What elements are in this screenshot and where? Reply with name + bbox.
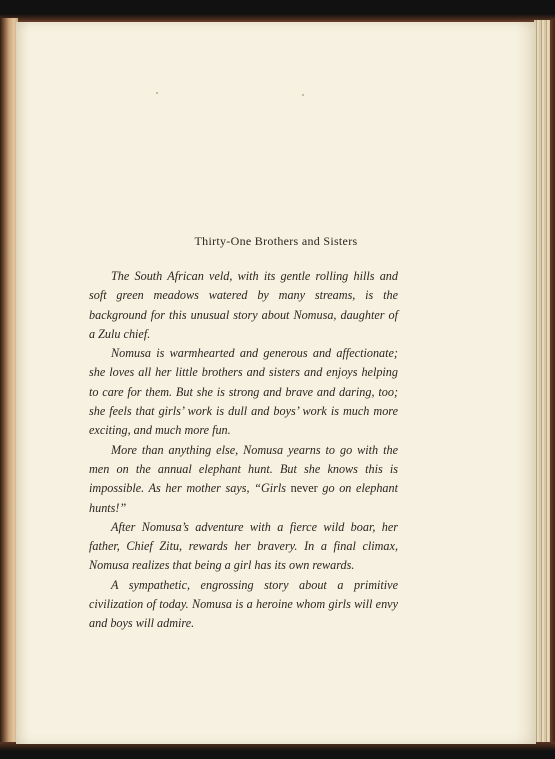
- book-page: [16, 22, 536, 744]
- paragraph-5: A sympathetic, engrossing story about a primitive civilization of today. Nomusa is a heroine whom girls will envy and boys will admire.: [89, 577, 398, 631]
- bottom-book-edge: [0, 742, 555, 759]
- paragraph-2: Nomusa is warmhearted and generous and affectionate; she loves all her little brothers and sisters and enjoys helping to care for them. But she is strong and brave and daring, too; she feels that girls’ work is dull and boys’ work is much more exciting, and much more fun.: [89, 346, 398, 438]
- page-heading: Thirty-One Brothers and Sisters: [194, 234, 358, 248]
- paragraph-3: More than anything else, Nomusa yearns to go with the men on the annual elephant hunt. But she knows this is impossible. As her mother says, “Girls never go on elephant hunts!”: [89, 442, 399, 515]
- blurb-text: [89, 267, 398, 634]
- paragraph-4: After Nomusa’s adventure with a fierce wild boar, her father, Chief Zitu, rewards her bravery. In a final climax, Nomusa realizes that being a girl has its own rewards.: [89, 519, 398, 573]
- binding-edge: [550, 20, 555, 755]
- emphasis-never: never: [290, 481, 318, 496]
- paper-speck: [156, 92, 158, 94]
- paper-speck: [302, 94, 304, 96]
- paragraph-1: The South African veld, with its gentle rolling hills and soft green meadows watered by many streams, is the background for this unusual story about Nomusa, daughter of a Zulu chief.: [89, 269, 398, 341]
